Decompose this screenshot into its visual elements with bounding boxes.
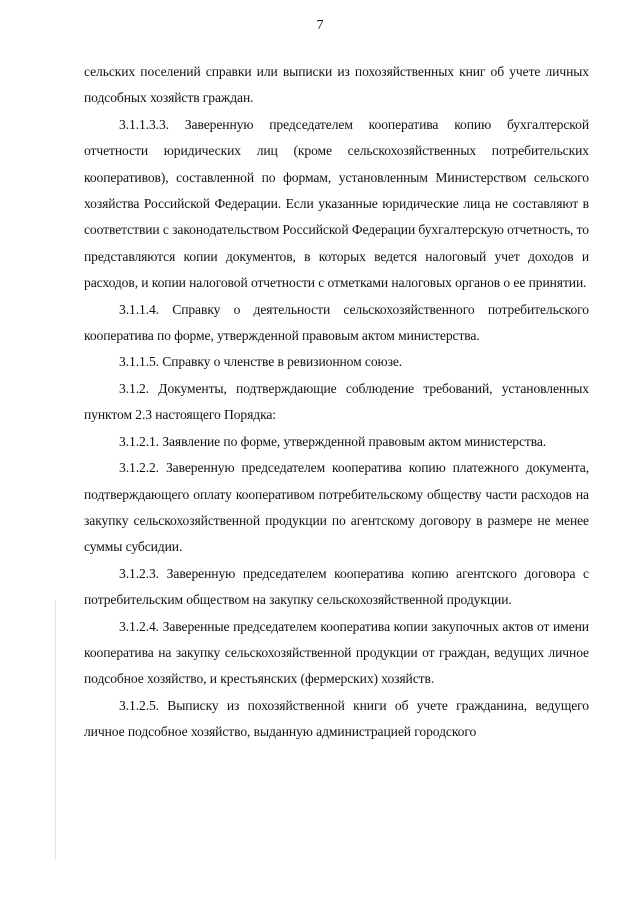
- paragraph-3-1-2: 3.1.2. Документы, подтверждающие соблюдение требований, установленных пунктом 2.3 настоящего Порядка:: [84, 380, 589, 423]
- paragraph-3-1-2-5: 3.1.2.5. Выписку из похозяйственной книги об учете гражданина, ведущего личное подсобное хозяйство, выданную администрацией городского: [84, 697, 589, 740]
- paragraph-3-1-2-1: 3.1.2.1. Заявление по форме, утвержденной правовым актом министерства.: [119, 433, 547, 449]
- paragraph-3-1-2-3: 3.1.2.3. Заверенную председателем кооператива копию агентского договора с потребительским обществом на закупку сельскохозяйственной продукции.: [84, 565, 589, 608]
- scan-artifact-line: [55, 600, 56, 860]
- document-body: [84, 59, 589, 746]
- paragraph-3-1-2-4: 3.1.2.4. Заверенные председателем кооператива копии закупочных актов от имени кооператива на закупку сельскохозяйственной продукции от граждан, ведущих личное подсобное хозяйство, и крестьянских (фермерских) хозяйств.: [84, 618, 589, 687]
- paragraph-3-1-2-2: 3.1.2.2. Заверенную председателем кооператива копию платежного документа, подтверждающего оплату кооперативом потребительскому обществу части расходов на закупку сельскохозяйственной продукции по агентскому договору в размере не менее суммы субсидии.: [84, 460, 589, 555]
- page-number: 7: [316, 18, 324, 33]
- paragraph-3-1-1-3-3: 3.1.1.3.3. Заверенную председателем кооператива копию бухгалтерской отчетности юридических лиц (кроме сельскохозяйственных потребительских кооперативов), составленной по формам, установленным Министерством сельского хозяйства Российской Федерации. Если указанные юридические лица не составляют в соответствии с законодательством Российской Федерации бухгалтерскую отчетность, то представляются копии документов, в которых ведется налоговый учет доходов и расходов, и копии налоговой отчетности с отметками налоговых органов о ее принятии.: [84, 116, 589, 291]
- paragraph-3-1-1-4: 3.1.1.4. Справку о деятельности сельскохозяйственного потребительского кооператива по форме, утвержденной правовым актом министерства.: [84, 301, 589, 344]
- paragraph-3-1-1-5: 3.1.1.5. Справку о членстве в ревизионном союзе.: [119, 354, 403, 370]
- paragraph-continuation: сельских поселений справки или выписки из похозяйственных книг об учете личных подсобных хозяйств граждан.: [84, 64, 589, 106]
